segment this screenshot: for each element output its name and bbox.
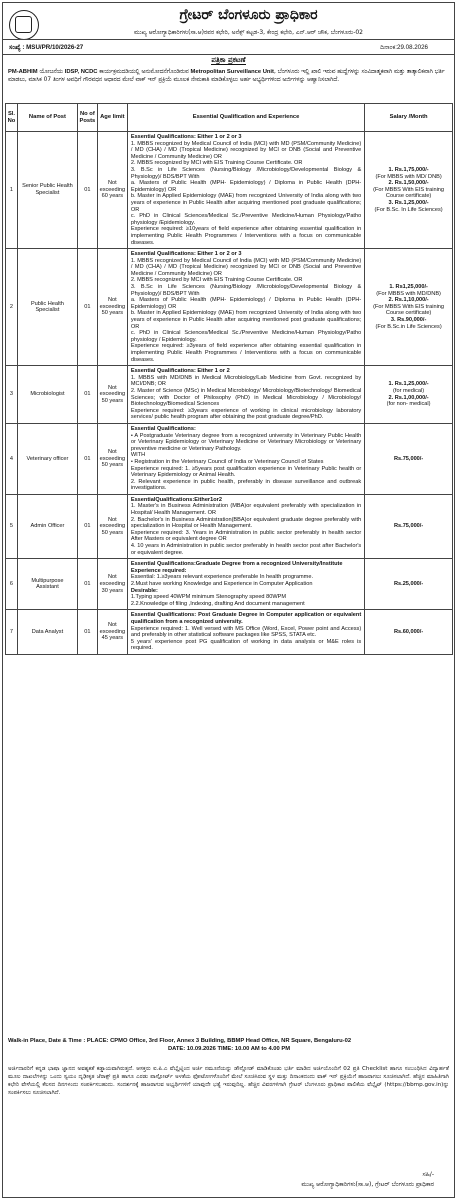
table-row	[6, 423, 453, 494]
salary-amount: 2. Rs.1,50,000/-	[388, 180, 429, 187]
salary-amount: Rs.75,000/-	[393, 523, 424, 530]
col-header-posts: No of Posts	[77, 104, 97, 132]
cell-qualification	[127, 494, 364, 558]
col-header-name: Name of Post	[17, 104, 77, 132]
qualification-line: c. PhD in Clinical Sciences/Medical Sc./Preventive Medicine/Human Physiology/Patho physiology /Epidemiology.	[130, 213, 362, 226]
cell-post-name: Multipurpose Assistant	[17, 559, 77, 610]
salary-amount: 2. Rs.1,00,000/-	[388, 394, 429, 401]
table-row	[6, 494, 453, 558]
qualification-line: Experience required: 1. ≥5years post qualification experience in Veterinary Public health or Veterinary Epidemiology or Animal Health.	[130, 465, 362, 479]
reference-number	[9, 44, 83, 51]
qualification-line: 2. Relevant experience in public health, preferably in disease surveillance and outbreak investigations.	[130, 478, 362, 492]
qualification-line: 1. Master's in Business Administration (MBA)or equivalent preferably with specialization in Hospital/ Health Management. OR	[130, 503, 362, 517]
cell-age-limit: Not exceeding 50 years	[97, 366, 127, 424]
table-row	[6, 366, 453, 424]
cell-qualification	[127, 249, 364, 366]
cell-post-name: Public Health Specialist	[17, 249, 77, 366]
qualification-line: 1. MBBS recognized by Medical Council of India (MCI) with MD (PSM/Community Medicine) / MD (CHA) / MD (Tropical Medicine) recognized by MCI or DNB (Social and Preventive Medicine / Community Medicine) OR	[130, 140, 362, 160]
qualification-line: WITH	[130, 452, 146, 459]
salary-note: (For MBBS With EIS training Course certificate)	[373, 186, 445, 200]
table-body	[6, 132, 453, 655]
signature-block	[301, 1171, 434, 1188]
qualification-line: Experience required: 3. Years in Administration in public sector preferably in health sector After Masters or equivalent degree OR	[130, 529, 362, 543]
qualification-line: 2. MBBS recognized by MCI with EIS Training Course Certificate. OR	[130, 160, 303, 167]
cell-qualification	[127, 132, 364, 249]
signatory-title: ಮುಖ್ಯ ಆರೋಗ್ಯಾಧಿಕಾರಿಗಳು(ಸಾ.ಆ), ಗ್ರೇಟರ್ ಬೆಂಗಳೂರು ಪ್ರಾಧಿಕಾರ	[301, 1181, 434, 1189]
salary-note: (For B.Sc. In Life Sciences)	[374, 206, 443, 213]
cell-sl-no: 2	[6, 249, 18, 366]
qualification-line: 3. B.Sc in Life Sciences (Nursing/Biology /Microbiology/Developmental Biology & Physiology)/ BDS/BPT With	[130, 166, 362, 180]
cell-sl-no: 1	[6, 132, 18, 249]
col-header-qualification: Essential Qualification and Experience	[127, 104, 364, 132]
cell-no-of-posts: 01	[77, 366, 97, 424]
cell-salary	[365, 610, 453, 655]
cell-salary	[365, 559, 453, 610]
cell-post-name: Veterinary officer	[17, 423, 77, 494]
cell-sl-no: 7	[6, 610, 18, 655]
emblem-inner	[15, 16, 32, 33]
qualification-line: 1.Typing speed 40WPM minimum Stenography speed 80WPM	[130, 594, 286, 601]
cell-age-limit: Not exceeding 50 years	[97, 249, 127, 366]
walkin-place: Walk-in Place, Date & Time : PLACE: CPMO Office, 3rd Floor, Annex 3 Building, BBMP Head Office, NR Square, Bengaluru-02	[8, 1038, 352, 1044]
footer-note: ಅರ್ಜಿದಾರರಿಗೆ ಕನ್ನಡ ಭಾಷಾ ಜ್ಞಾನದ ಅವಶ್ಯಕತೆ ಕಡ್ಡಾಯವಾಗಿರುತ್ತದೆ. ಆಸಕ್ತರು ಐ.ಪಿ.ಎ ವೆಬ್ಸೈಟ್ನಿಂದ ಅರ್ಜಿ ನಮೂನೆಯನ್ನು ಡೌನ್ಲೋಡ್ ಮಾಡಿಕೊಂಡು ಭರ್ತಿ ಮಾಡಿದ ಅರ್ಜಿಯೊಂದಿಗೆ 02 ಪ್ರತಿ Checklist ಹಾಗೂ ಸಂಬಂಧಿಸಿದ ವಿದ್ಯಾರ್ಹತೆ ಮೂಲ ದಾಖಲೆಗಳನ್ನು ಒಂದು ಸ್ವಯಂ ದೃಢೀಕೃತ ಜೆರಾಕ್ಸ್ ಪ್ರತಿ ಹಾಗೂ ಎರಡು ಪಾಸ್ಪೋರ್ಟ್ ಅಳತೆಯ ಫೋಟೋಗಳೊಂದಿಗೆ ಮೇಲೆ ಸೂಚಿಸಿರುವ ಸ್ಥಳ ಮತ್ತು ದಿನಾಂಕದಂದು ವಾಕ್ ಇನ್ ಪ್ರಕ್ರಿಯೆಗೆ ಹಾಜರಾಗಲು ಸೂಚಿಸಲಾಗಿದೆ. ಹೆಚ್ಚಿನ ಮಾಹಿತಿಗಾಗಿ ಕಛೇರಿ ವೇಳೆಯಲ್ಲಿ ಕೆಲಸದ ದಿನಗಳಂದು ಸಂಪರ್ಕಿಸಬಹುದು. ಸಂದರ್ಶನಕ್ಕೆ ಹಾಜರಾಗುವ ಅಭ್ಯರ್ಥಿಗಳಿಗೆ ಯಾವುದೇ ಭತ್ಯೆ ಇರುವುದಿಲ್ಲ. ಹೆಚ್ಚಿನ ವಿವರಗಳಿಗಾಗಿ ಗ್ರೇಟರ್ ಬೆಂಗಳೂರು ಪ್ರಾಧಿಕಾರ ಪಾಲಿಕೆಯ ವೆಬ್ಸೈಟ್ (https://bbmp.gov.in)ನ್ನು ಸಂಪರ್ಕಿಸಲು ಸೂಚಿಸಲಾಗಿದೆ.	[8, 1066, 449, 1097]
cell-no-of-posts: 01	[77, 132, 97, 249]
signature-mark: ಸಹಿ/-	[422, 1171, 434, 1178]
cell-sl-no: 3	[6, 366, 18, 424]
qualification-line: 4. 10 years in Administration in public sector preferably in health sector post after Bachelor's or equivalent degree.	[130, 543, 362, 556]
cell-age-limit: Not exceeding 30 years	[97, 559, 127, 610]
qualification-line: 2. Bachelor's in Business Administration(BBA)or equivalent graduate degree preferably with specialization in Hospital or Health Management.	[130, 516, 362, 530]
qualification-line: Desirable:	[130, 587, 158, 594]
letterhead	[3, 3, 454, 55]
table-row	[6, 610, 453, 655]
salary-note: (For MBBS with MD/ DNB)	[375, 173, 442, 180]
salary-amount: Rs.25,000/-	[393, 581, 424, 587]
qualification-line: a. Masters of Public Health (MPH- Epidemiology) / Diploma in Public Health (DPH-Epidemiology) OR	[130, 297, 362, 310]
intro-unit: Metropolitan Surveillance Unit	[190, 69, 274, 75]
cell-salary	[365, 423, 453, 494]
qualification-line: 1. MBBS with MD/DNB in Medical Microbiology/Lab Medicine from Govt. recognized by MCI/DNB; OR	[130, 374, 362, 388]
cell-no-of-posts: 01	[77, 494, 97, 558]
press-release-title	[3, 56, 454, 64]
press-release-page	[2, 2, 455, 1198]
col-header-age: Age limit	[97, 104, 127, 132]
qualification-heading: Essential Qualifications: Post Graduate Degree in Computer application or equivalent qualification from a recognized university.	[130, 612, 362, 625]
cell-age-limit: Not exceeding 60 years	[97, 132, 127, 249]
qualification-line: • Registration in the Veterinary Council of India or Veterinary Council of States	[130, 458, 324, 465]
walkin-date-time: DATE: 10.09.2026 TIME: 10.00 AM to 4.00 PM	[167, 1045, 291, 1052]
qualification-line: • A Postgraduate Veterinary degree from a recognized university in Veterinary Public Health or Veterinary Epidemiology or Veterinary Medicine or Veterinary Microbiology or Veterinary preventive medicine or Veterinary Pathology.	[130, 432, 362, 452]
salary-amount: Rs.60,000/-	[393, 628, 424, 635]
reference-label: ಸಂಖ್ಯೆ :	[9, 44, 25, 51]
qualification-line: Experience required: ≥10years of field experience after obtaining essential qualification in implementing Public Health Programmes / Interventions with a focus on communicable diseases.	[130, 226, 362, 246]
table-row	[6, 132, 453, 249]
cell-sl-no: 6	[6, 559, 18, 610]
salary-amount: 3. Rs.1,25,000/-	[388, 199, 429, 206]
office-address: ಮುಖ್ಯ ಆರೋಗ್ಯಾಧಿಕಾರಿಗಳು(ಸಾ.ಆ)ರವರ ಕಛೇರಿ, ಅನೆಕ್ಸ್ ಕಟ್ಟಡ-3, ಕೇಂದ್ರ ಕಛೇರಿ, ಎನ್.ಆರ್ ಚೌಕ, ಬೆಂಗಳೂರು-02	[134, 29, 363, 36]
salary-amount: 1. Rs.1,75,000/-	[388, 166, 429, 173]
cell-age-limit: Not exceeding 50 years	[97, 423, 127, 494]
cell-no-of-posts: 01	[77, 610, 97, 655]
qualification-heading: Essential Qualifications:	[130, 425, 196, 432]
cell-salary	[365, 366, 453, 424]
salary-amount: 1. Rs.1,25,000/-	[388, 381, 429, 388]
salary-amount: 1. Rs1,25,000/-	[389, 284, 428, 291]
qualification-line: c. PhD in Clinical Sciences/Medical Sc./Preventive Medicine/Human Physiology/Patho physiology / Epidemiology.	[130, 330, 362, 343]
qualification-line: Essential: 1.≥3years relevant experience preferable In health programme.	[130, 574, 314, 581]
press-release-title-text: ಪತ್ರಿಕಾ ಪ್ರಕಟಣೆ	[211, 56, 246, 64]
cell-salary	[365, 132, 453, 249]
qualification-line: Experience required: ≥3years experience of working in clinical microbiology laboratory services/ public health program after obtaining the post graduate degree/PhD.	[130, 407, 362, 421]
cell-qualification	[127, 423, 364, 494]
table-header-row	[6, 104, 453, 132]
issue-date: ದಿನಾಂಕ:29.08.2026	[380, 44, 428, 51]
intro-programme: IDSP, NCDC	[64, 69, 98, 75]
qualification-heading: Essential Qualifications: Either 1 or 2 or 3	[130, 251, 242, 258]
qualification-line: Experience required: ≥3years of field experience after obtaining essential qualification in implementing Public Health Programmes / Interventions with a focus on communicable diseases.	[130, 343, 362, 363]
salary-note: (For MBBS with MD/DNB)	[376, 290, 441, 297]
cell-no-of-posts: 01	[77, 423, 97, 494]
walkin-details	[5, 1038, 453, 1053]
cell-post-name: Data Analyst	[17, 610, 77, 655]
cell-no-of-posts: 01	[77, 249, 97, 366]
table-row	[6, 559, 453, 610]
emblem-logo	[9, 10, 39, 40]
cell-age-limit: Not exceeding 50 years	[97, 494, 127, 558]
qualification-line: 2.2.Knowledge of filing ,Indexing, drafting And document management	[130, 600, 305, 607]
cell-post-name: Microbiologist	[17, 366, 77, 424]
qualification-line: Experience required:	[130, 567, 187, 574]
intro-paragraph	[8, 69, 449, 85]
salary-amount: Rs.75,000/-	[393, 455, 424, 462]
cell-qualification	[127, 559, 364, 610]
cell-post-name: Senior Public Health Specialist	[17, 132, 77, 249]
vacancy-table	[5, 103, 453, 655]
qualification-line: b. Master in Applied Epidemiology (MAE) from recognized University of India along with two years of experience in Public Health after acquiring mentioned post graduate qualifications; OR	[130, 310, 362, 330]
qualification-heading: Essential Qualifications: Either 1 or 2	[130, 368, 230, 375]
organisation-name: ಗ್ರೇಟರ್ ಬೆಂಗಳೂರು ಪ್ರಾಧಿಕಾರ	[179, 7, 318, 23]
intro-text-2: ಕಾರ್ಯಕ್ರಮದಡಿಯಲ್ಲಿ ಅನುಮೋದನೆಗೊಂಡಿರುವ	[97, 69, 191, 75]
qualification-heading: Essential Qualifications:Graduate Degree from a recognized University/Institute	[130, 561, 343, 568]
col-header-salary: Salary /Month	[365, 104, 453, 132]
qualification-line: 1. MBBS recognized by Medical Council of India (MCI) with MD (PSM/Community Medicine) / MD (CHA) / MD (Tropical Medicine) recognized by MCI or DNB (Social and Preventive Medicine / Community Medicine) OR	[130, 257, 362, 277]
qualification-line: a. Masters of Public Health (MPH- Epidemiology) / Diploma in Public Health (DPH-Epidemiology) OR	[130, 180, 362, 193]
salary-amount: 3. Rs.90,000/-	[390, 317, 427, 324]
cell-no-of-posts: 01	[77, 559, 97, 610]
reference-value: MSU/PR/10/2026-27	[26, 44, 84, 51]
qualification-line: b. Master in Applied Epidemiology (MAE) from recognized University of India along with two years of experience in Public Health after acquiring mentioned post graduate qualifications; OR	[130, 193, 362, 213]
reference-row	[3, 39, 454, 55]
col-header-sl: Sl. No	[6, 104, 18, 132]
qualification-heading: Essential Qualifications: Either 1 or 2 or 3	[130, 134, 242, 140]
cell-qualification	[127, 610, 364, 655]
qualification-line: 5 years' experience post PG qualification of working in data analysis or M&E roles is required.	[130, 638, 362, 652]
table-row	[6, 249, 453, 366]
qualification-line: Experience required: 1. Well versed with MS Office (Word, Excel, Power point and Access) and preferably in other statistical software packages like SPSS, STATA etc.	[130, 625, 362, 639]
salary-note: (for medical)	[393, 387, 425, 394]
intro-scheme: PM-ABHIM	[8, 69, 38, 75]
qualification-line: 3. B.Sc in Life Sciences (Nursing/Biology /Microbiology/Developmental Biology & Physiology)/ BDS/BPT With	[130, 284, 362, 297]
cell-post-name: Admin Officer	[17, 494, 77, 558]
cell-salary	[365, 249, 453, 366]
cell-sl-no: 5	[6, 494, 18, 558]
cell-age-limit: Not exceeding 45 years	[97, 610, 127, 655]
cell-sl-no: 4	[6, 423, 18, 494]
qualification-heading: EssentialQualifications:Either1or2	[130, 496, 222, 503]
qualification-line: 2. Master of Science (MSc) in Medical Microbiology/ Microbiology/Biotechnology/ Biomedical Sciences; with Doctor of Philosophy (PhD) in Medical Microbiology / Microbiology/ Biotechnology/Biomedical Sciences	[130, 387, 362, 408]
salary-note: (for non- medical)	[386, 401, 431, 408]
qualification-line: 2. MBBS recognized by MCI with EIS Training Course Certificate. OR	[130, 277, 303, 284]
intro-text-3: , ಬೆಂಗಳೂರು ಇಲ್ಲಿ ಖಾಲಿ ಇರುವ ಹುದ್ದೆಗಳನ್ನು ಸಂವಿದಾತ್ಮಕವಾಗಿ ಮತ್ತು ತಾತ್ಕಾಲಿಕವಾಗಿ ಭರ್ತಿ ಮಾಡಲು, ಮಾಸಿಕ 07 ತಿಂಗಳ ಅವಧಿಗೆ ಗೌರವಧನ ಆಧಾರದ ಮೇಲೆ ವಾಕ್ ಇನ್ ಪ್ರಕ್ರಿಯೆ ಮೂಲಕ ನೇಮಕಾತಿ ಮಾಡಿಕೊಳ್ಳಲು ಅರ್ಹ ಅಭ್ಯರ್ಥಿಗಳಿಂದ ಅರ್ಜಿಗಳನ್ನು ಆಹ್ವಾನಿಸಲಾಗಿದೆ.	[8, 69, 445, 83]
salary-note: (For B.Sc.in Life Sciences)	[375, 323, 442, 330]
salary-note: (For MBBS With EIS training Course certificate)	[373, 303, 445, 317]
intro-text-1: ಯೋಜನೆಯ	[37, 69, 65, 75]
qualification-line: 2.Must have working Knowledge and Experience in Computer Application	[130, 581, 313, 587]
cell-salary	[365, 494, 453, 558]
salary-amount: 2. Rs.1,10,000/-	[388, 297, 429, 304]
cell-qualification	[127, 366, 364, 424]
